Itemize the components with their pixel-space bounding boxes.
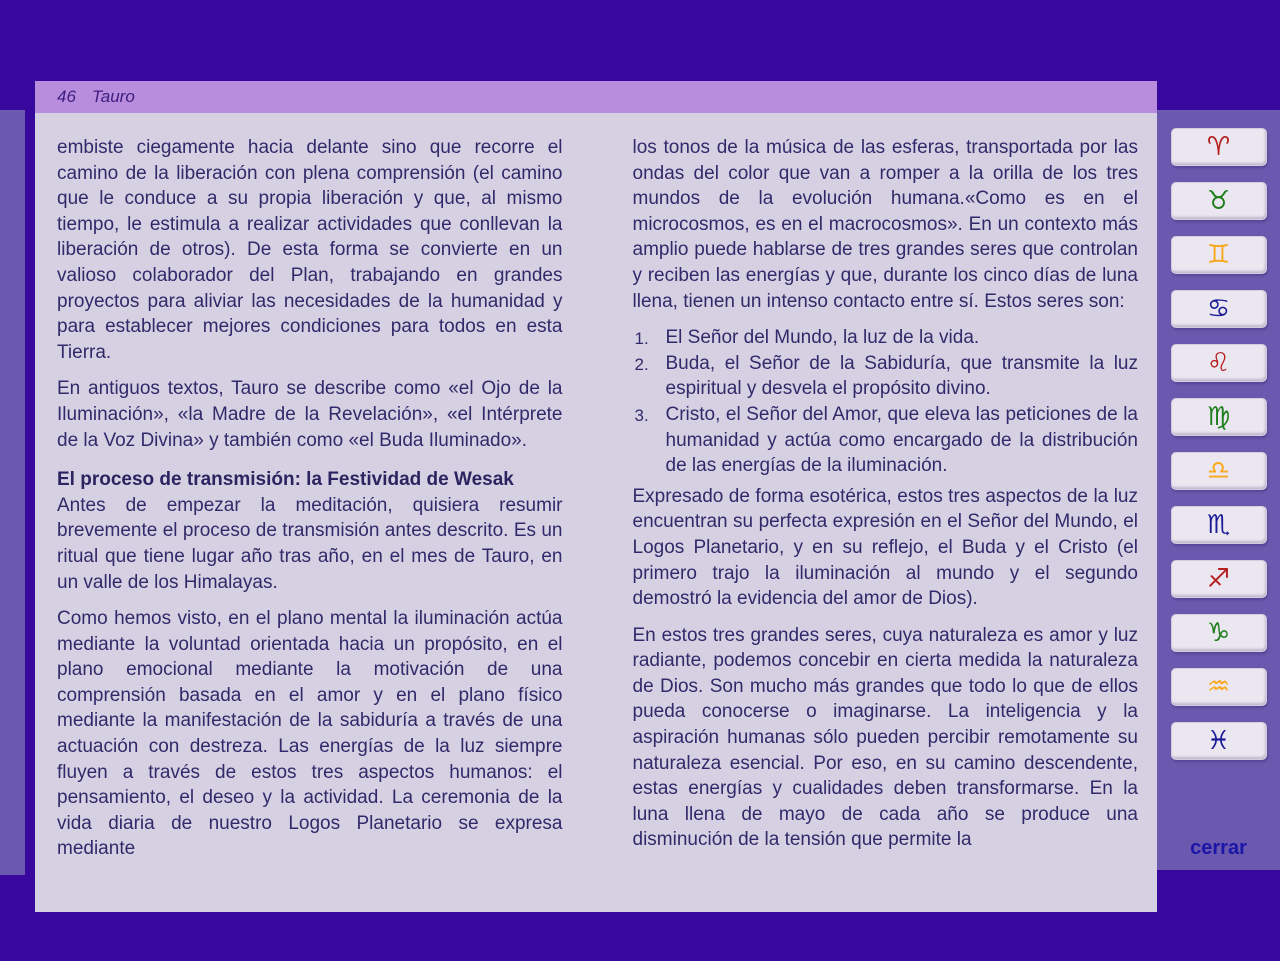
piscis-icon: ♓ xyxy=(1206,726,1231,756)
list-item-number: 2. xyxy=(634,354,649,374)
leo-icon: ♌ xyxy=(1206,348,1231,378)
zodiac-button-sagitario[interactable] xyxy=(1171,560,1267,598)
numbered-list xyxy=(633,325,1139,479)
zodiac-button-leo[interactable] xyxy=(1171,344,1267,382)
list-item xyxy=(633,325,1139,351)
zodiac-button-piscis[interactable] xyxy=(1171,722,1267,760)
list-item-text: El Señor del Mundo, la luz de la vida. xyxy=(665,327,980,349)
right-column xyxy=(633,135,1139,873)
list-item-number: 1. xyxy=(634,329,649,349)
left-column xyxy=(57,135,563,873)
escorpio-icon: ♏ xyxy=(1206,510,1231,540)
acuario-icon: ♒ xyxy=(1206,672,1231,702)
page-content xyxy=(35,113,1157,873)
capricornio-icon: ♑ xyxy=(1206,618,1231,648)
page-number: 46 xyxy=(57,87,76,106)
book-page-panel xyxy=(35,81,1157,912)
sagitario-icon: ♐ xyxy=(1206,564,1231,594)
list-item-text: Buda, el Señor de la Sabiduría, que transmite la luz espiritual y desvela el propósito divino. xyxy=(665,352,1138,400)
zodiac-button-list xyxy=(1157,110,1280,760)
tauro-icon: ♉ xyxy=(1206,186,1231,216)
geminis-icon: ♊ xyxy=(1206,240,1231,270)
page-title: Tauro xyxy=(91,87,135,106)
list-item xyxy=(633,402,1139,479)
zodiac-button-virgo[interactable] xyxy=(1171,398,1267,436)
paragraph: En antiguos textos, Tauro se describe como «el Ojo de la Iluminación», «la Madre de la Revelación», «el Intérprete de la Voz Divina» y también como «el Buda Iluminado». xyxy=(57,378,563,451)
zodiac-button-cancer[interactable] xyxy=(1171,290,1267,328)
zodiac-button-geminis[interactable] xyxy=(1171,236,1267,274)
page-header xyxy=(35,81,1157,113)
aries-icon: ♈ xyxy=(1206,132,1231,162)
section-heading: El proceso de transmisión: la Festividad de Wesak xyxy=(57,469,514,491)
libra-icon: ♎ xyxy=(1206,456,1231,486)
paragraph: los tonos de la música de las esferas, transportada por las ondas del color que van a romper a la orilla de los tres mundos de la evolución humana.«Como es en el microcosmos, es en el macrocosmos». En un contexto más amplio puede hablarse de tres grandes seres que controlan y reciben las energías y que, durante los cinco días de luna llena, tienen un intenso contacto entre sí. Estos seres son: xyxy=(632,137,1138,312)
zodiac-button-acuario[interactable] xyxy=(1171,668,1267,706)
zodiac-sidebar xyxy=(1157,110,1280,870)
list-item xyxy=(633,351,1139,402)
zodiac-button-tauro[interactable] xyxy=(1171,182,1267,220)
virgo-icon: ♍ xyxy=(1206,402,1231,432)
zodiac-button-libra[interactable] xyxy=(1171,452,1267,490)
close-link[interactable]: cerrar xyxy=(1190,837,1247,859)
list-item-number: 3. xyxy=(634,405,649,425)
paragraph: Expresado de forma esotérica, estos tres aspectos de la luz encuentran su perfecta expresión en el Señor del Mundo, el Logos Planetario, y en su reflejo, el Buda y el Cristo (el primero trajo la iluminación al mundo y el segundo demostró la evidencia del amor de Dios). xyxy=(632,485,1138,610)
paragraph: Como hemos visto, en el plano mental la iluminación actúa mediante la voluntad orientada hacia un propósito, en el plano emocional mediante la motivación de una comprensión basada en el amor y en el plano físico mediante la manifestación de la sabiduría a través de una actuación con destreza. Las energías de la luz siempre fluyen a través de estos tres aspectos humanos: el pensamiento, el deseo y la actividad. La ceremonia de la vida diaria de nuestro Logos Planetario se expresa mediante xyxy=(57,608,563,860)
zodiac-button-escorpio[interactable] xyxy=(1171,506,1267,544)
paragraph: Antes de empezar la meditación, quisiera resumir brevemente el proceso de transmisión antes descrito. Es un ritual que tiene lugar año tras año, en el mes de Tauro, en un valle de los Himalayas. xyxy=(57,494,563,593)
list-item-text: Cristo, el Señor del Amor, que eleva las peticiones de la humanidad y actúa como encargado de la distribución de las energías de la iluminación. xyxy=(665,403,1138,477)
cancer-icon: ♋ xyxy=(1206,294,1231,324)
paragraph: embiste ciegamente hacia delante sino que recorre el camino de la liberación con plena comprensión (el camino que le conduce a su propia liberación y que, al mismo tiempo, le estimula a realizar actividades que conllevan la liberación de otros). De esta forma se convierte en un valioso colaborador del Plan, trabajando en grandes proyectos para aliviar las necesidades de la humanidad y para establecer mejores condiciones para todos en esta Tierra. xyxy=(57,137,563,363)
zodiac-button-capricornio[interactable] xyxy=(1171,614,1267,652)
left-edge-strip xyxy=(0,110,25,875)
paragraph: En estos tres grandes seres, cuya naturaleza es amor y luz radiante, podemos concebir en cierta medida la naturaleza de Dios. Son mucho más grandes que todo lo que de ellos pueda conocerse o imaginarse. La inteligencia y la aspiración humanas sólo pueden percibir remotamente su naturaleza esencial. Por eso, en su camino descendente, estas energías y cualidades deben transformarse. En la luna llena de mayo de cada año se produce una disminución de la tensión que permite la xyxy=(632,624,1138,851)
zodiac-button-aries[interactable] xyxy=(1171,128,1267,166)
